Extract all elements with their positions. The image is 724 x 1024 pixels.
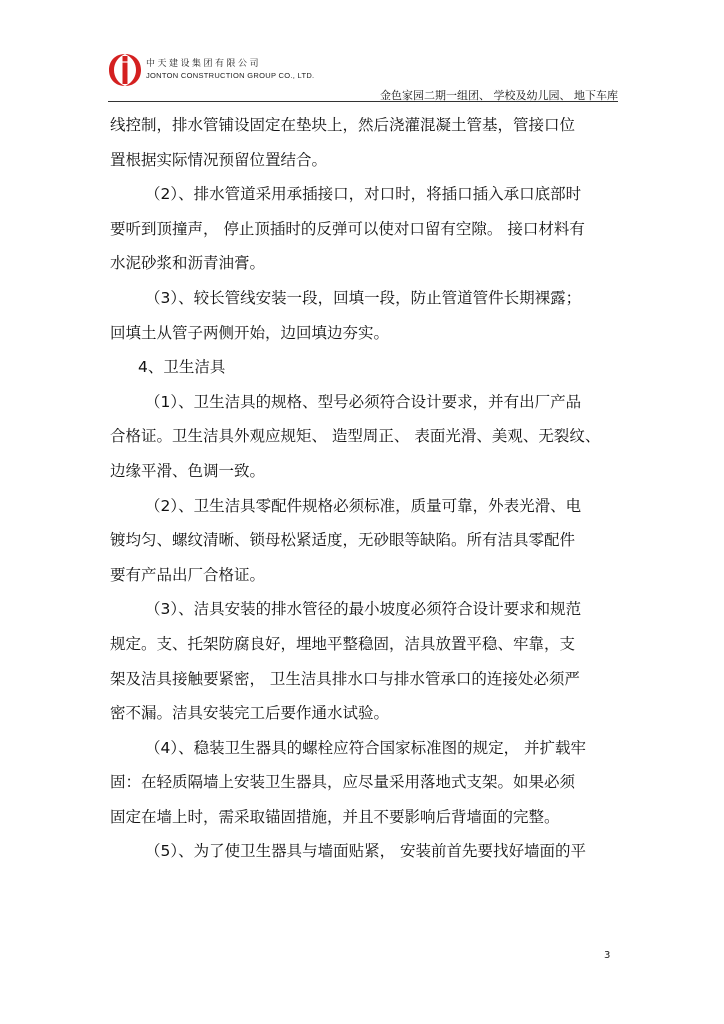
text-line: 合格证。卫生洁具外观应规矩、 造型周正、 表面光滑、美观、无裂纹、 bbox=[110, 427, 601, 446]
company-name-en: JONTON CONSTRUCTION GROUP CO., LTD. bbox=[146, 71, 315, 80]
text-line: （2）、排水管道采用承插接口，对口时，将插口插入承口底部时 bbox=[145, 185, 582, 204]
text-line: 边缘平滑、色调一致。 bbox=[110, 461, 266, 480]
text-line: 要有产品出厂合格证。 bbox=[110, 565, 266, 584]
text-line: （2）、卫生洁具零配件规格必须标准，质量可靠，外表光滑、电 bbox=[145, 496, 582, 515]
text-line: 架及洁具接触要紧密， 卫生洁具排水口与排水管承口的连接处必须严 bbox=[110, 669, 580, 688]
text-line: （5）、为了使卫生器具与墙面贴紧， 安装前首先要找好墙面的平 bbox=[145, 842, 587, 861]
document-body bbox=[110, 108, 620, 869]
text-line: 水泥砂浆和沥青油膏。 bbox=[110, 254, 266, 273]
company-logo-icon bbox=[108, 52, 142, 88]
page-number: 3 bbox=[604, 950, 611, 961]
text-line: （3）、较长管线安装一段，回填一段，防止管道管件长期裸露； bbox=[145, 288, 582, 307]
text-line: 固定在墙上时，需采取锚固措施，并且不要影响后背墙面的完整。 bbox=[110, 807, 560, 826]
section-heading: 4、卫生洁具 bbox=[138, 358, 226, 377]
text-line: （4）、稳装卫生器具的螺栓应符合国家标准图的规定， 并扩载牢 bbox=[145, 738, 587, 757]
text-line: 镀均匀、螺纹清晰、锁母松紧适度，无砂眼等缺陷。所有洁具零配件 bbox=[110, 531, 576, 550]
text-line: 回填土从管子两侧开始，边回填边夯实。 bbox=[110, 323, 390, 342]
text-line: （3）、洁具安装的排水管径的最小坡度必须符合设计要求和规范 bbox=[145, 600, 582, 619]
text-line: 固：在轻质隔墙上安装卫生器具，应尽量采用落地式支架。如果必须 bbox=[110, 773, 576, 792]
text-line: 要听到顶撞声， 停止顶插时的反弹可以使对口留有空隙。 接口材料有 bbox=[110, 219, 585, 238]
text-line: 规定。支、托架防腐良好，埋地平整稳固，洁具放置平稳、牢靠，支 bbox=[110, 634, 576, 653]
header-divider bbox=[108, 101, 618, 102]
text-line: 线控制，排水管铺设固定在垫块上，然后浇灌混凝土管基，管接口位 bbox=[110, 116, 576, 134]
project-title: 金色家园二期一组团、 学校及幼儿园、 地下车库 bbox=[380, 89, 618, 102]
company-name-cn: 中天建设集团有限公司 bbox=[146, 59, 262, 69]
text-line: 置根据实际情况预留位置结合。 bbox=[110, 150, 328, 169]
text-line: 密不漏。洁具安装完工后要作通水试验。 bbox=[110, 704, 390, 723]
page-header bbox=[108, 50, 618, 102]
text-line: （1）、卫生洁具的规格、型号必须符合设计要求，并有出厂产品 bbox=[145, 392, 582, 411]
